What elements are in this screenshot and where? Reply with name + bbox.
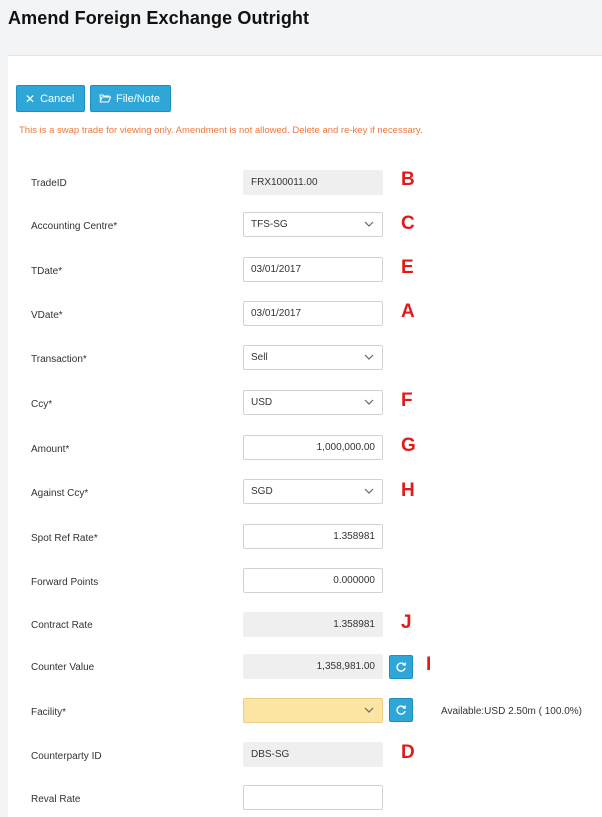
forward-points-value: 0.000000 [333,575,375,586]
spot-ref-rate-input[interactable] [243,524,383,549]
tdate-input[interactable] [243,257,383,282]
counter-value-field [243,654,383,679]
vdate-label: VDate* [31,310,63,321]
warning-message: This is a swap trade for viewing only. Amendment is not allowed. Delete and re-key if necessary. [19,125,423,136]
against-ccy-select[interactable] [243,479,383,504]
trade-id-label: TradeID [31,178,67,189]
tdate-label: TDate* [31,266,63,277]
contract-rate-field [243,612,383,637]
accounting-centre-select[interactable] [243,212,383,237]
forward-points-label: Forward Points [31,577,99,588]
counterparty-id-label: Counterparty ID [31,751,102,762]
facility-availability: Available:USD 2.50m ( 100.0%) [441,706,582,717]
chevron-down-icon [364,352,374,362]
marker-j: J [401,612,412,633]
page-title: Amend Foreign Exchange Outright [8,8,310,28]
facility-select[interactable] [243,698,383,723]
ccy-label: Ccy* [31,399,53,410]
marker-c: C [401,213,415,234]
vdate-value: 03/01/2017 [251,308,302,319]
tdate-value: 03/01/2017 [251,264,302,275]
against-ccy-label: Against Ccy* [31,488,89,499]
transaction-select[interactable] [243,345,383,370]
reval-rate-label: Reval Rate [31,794,81,805]
file-note-button[interactable] [90,85,171,112]
contract-rate-value: 1.358981 [333,619,375,630]
chevron-down-icon [364,219,374,229]
marker-b: B [401,169,415,190]
spot-ref-rate-label: Spot Ref Rate* [31,533,98,544]
trade-id-field [243,170,383,195]
transaction-value: Sell [251,352,268,363]
marker-g: G [401,435,416,456]
chevron-down-icon [364,397,374,407]
trade-id-value: FRX100011.00 [251,177,318,188]
against-ccy-value: SGD [251,486,273,497]
amount-value: 1,000,000.00 [316,442,375,453]
counter-value-value: 1,358,981.00 [316,661,375,672]
cancel-button[interactable] [16,85,85,112]
spot-ref-rate-value: 1.358981 [333,531,375,542]
marker-e: E [401,257,414,278]
facility-label: Facility* [31,707,67,718]
amount-label: Amount* [31,444,70,455]
counter-value-refresh-button[interactable] [389,655,413,679]
ccy-value: USD [251,397,273,408]
transaction-label: Transaction* [31,354,87,365]
marker-f: F [401,390,413,411]
marker-d: D [401,742,415,763]
counter-value-label: Counter Value [31,662,95,673]
marker-i: I [426,654,432,675]
refresh-icon [395,704,407,716]
accounting-centre-value: TFS-SG [251,219,288,230]
folder-open-icon [99,93,111,105]
counterparty-id-value: DBS-SG [251,749,290,760]
forward-points-input[interactable] [243,568,383,593]
cancel-button-label: Cancel [40,92,75,105]
refresh-icon [395,661,407,673]
vdate-input[interactable] [243,301,383,326]
facility-refresh-button[interactable] [389,698,413,722]
counterparty-id-field [243,742,383,767]
marker-h: H [401,480,415,501]
file-note-button-label: File/Note [116,92,161,105]
reval-rate-input[interactable] [243,785,383,810]
close-icon: ✕ [25,91,36,106]
ccy-select[interactable] [243,390,383,415]
chevron-down-icon [364,486,374,496]
chevron-down-icon [364,705,374,715]
contract-rate-label: Contract Rate [31,620,93,631]
marker-a: A [401,301,415,322]
accounting-centre-label: Accounting Centre* [31,221,118,232]
amount-input[interactable] [243,435,383,460]
